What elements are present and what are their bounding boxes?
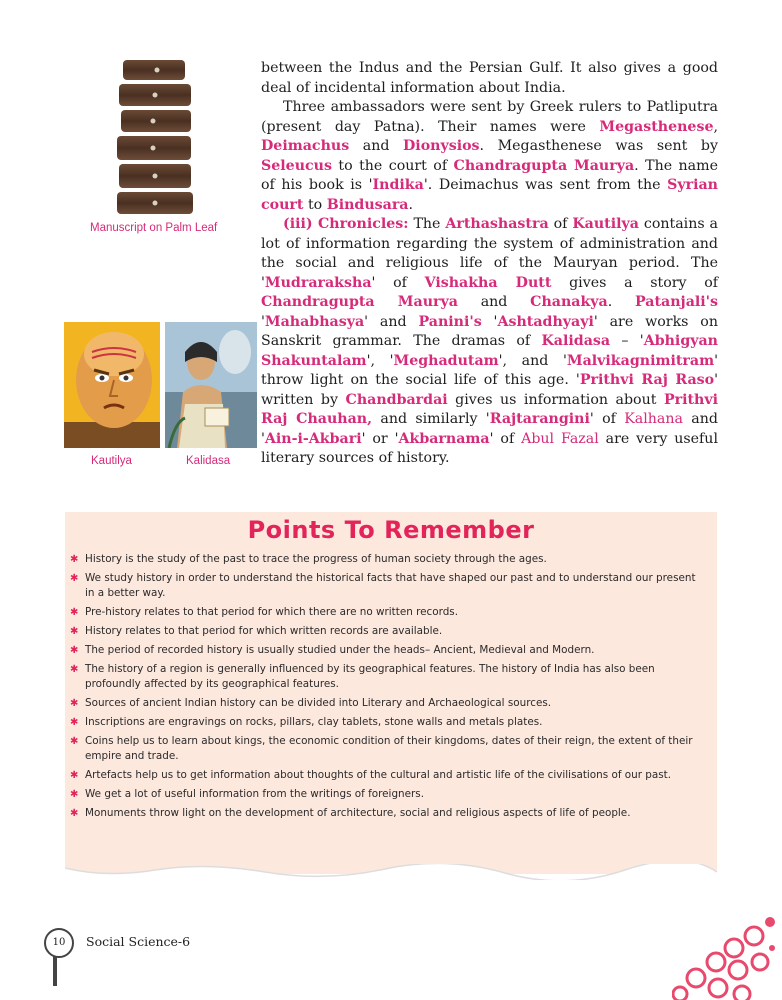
highlighted-term: Kautilya — [572, 216, 639, 232]
point-item — [65, 787, 705, 802]
text-run: and — [349, 138, 403, 154]
text-run: ' — [261, 313, 265, 330]
point-text: We study history in order to understand the historical facts that have shaped our past and to understand our present in a better way. — [85, 572, 696, 599]
text-run: ' — [481, 313, 498, 330]
flower-bullet-icon: ✱ — [70, 736, 79, 747]
flower-bullet-icon: ✱ — [70, 770, 79, 781]
kautilya-portrait — [64, 322, 160, 448]
highlighted-term: Kalidasa — [541, 333, 611, 349]
text-run: to the court of — [331, 157, 454, 174]
highlighted-term: Dionysios — [403, 138, 480, 154]
highlighted-term: Megasthenese — [599, 118, 714, 135]
text-run: ' of — [371, 274, 425, 291]
point-text: Artefacts help us to get information about thoughts of the cultural and artistic life of the civilisations of our past. — [85, 769, 672, 781]
text-run: between the Indus and the Persian Gulf. It also gives a good deal of incidental information about India. — [261, 60, 718, 96]
point-item — [65, 552, 705, 567]
highlighted-term: Patanjali's — [635, 294, 718, 310]
point-item — [65, 734, 705, 764]
point-text: The period of recorded history is usually studied under the heads– Ancient, Medieval and Modern. — [85, 644, 595, 656]
text-run: contains a lot of information regarding the system of administration and the social and religious life of the Mauryan period. The ' — [261, 216, 719, 291]
point-text: Inscriptions are engravings on rocks, pillars, clay tablets, stone walls and metals plates. — [85, 716, 543, 728]
kalidasa-caption: Kalidasa — [186, 455, 231, 467]
point-item — [65, 768, 705, 783]
text-run: ' of — [589, 411, 625, 427]
point-item — [65, 662, 705, 692]
text-run: ', ' — [366, 352, 394, 369]
point-item — [65, 715, 705, 730]
text-run: of — [548, 216, 573, 232]
highlighted-term: Abhigyan Shakuntalam — [261, 333, 718, 369]
flower-bullet-icon: ✱ — [70, 554, 79, 565]
highlighted-term: Akbarnama — [398, 430, 490, 447]
text-run: ' of — [489, 430, 522, 447]
highlighted-term: Chandragupta Maurya — [453, 157, 635, 174]
point-text: Sources of ancient Indian history can be divided into Literary and Archaeological sources. — [85, 697, 552, 709]
highlighted-term: Deimachus — [261, 138, 350, 154]
text-run: . — [408, 196, 414, 213]
flower-bullet-icon: ✱ — [70, 698, 79, 709]
highlighted-term: Meghadutam — [393, 352, 499, 369]
text-run: ' and — [364, 313, 419, 330]
highlighted-term: Indika — [372, 177, 424, 193]
text-run: ' throw light on the social life of this age. ' — [261, 352, 718, 388]
points-to-remember-box — [65, 512, 717, 874]
flower-bullet-icon: ✱ — [70, 717, 79, 728]
paragraph-2 — [261, 98, 718, 215]
paragraph-1 — [261, 59, 718, 98]
text-run: to — [303, 196, 327, 213]
highlighted-term: Abul Fazal — [521, 430, 599, 447]
highlighted-term: Kalhana — [624, 411, 683, 427]
palm-leaf-manuscript-image — [113, 58, 199, 216]
highlighted-term: Ashtadhyayi — [497, 313, 594, 330]
flower-bullet-icon: ✱ — [70, 808, 79, 819]
kautilya-caption: Kautilya — [91, 455, 132, 467]
point-item — [65, 643, 705, 658]
torn-edge-decoration — [65, 864, 717, 880]
highlighted-term: Seleucus — [261, 157, 332, 174]
text-run: gives a story of — [551, 274, 718, 291]
text-run: , — [713, 118, 718, 135]
highlighted-term: Ain-i-Akbari — [264, 430, 362, 447]
flower-bullet-icon: ✱ — [70, 607, 79, 618]
text-run: . — [607, 294, 636, 310]
highlighted-term: Arthashastra — [445, 216, 549, 232]
text-run: are very useful literary sources of history. — [261, 430, 718, 466]
text-run: '. Deimachus was sent from the — [423, 177, 668, 193]
highlighted-term: Mahabhasya — [264, 313, 365, 330]
flower-bullet-icon: ✱ — [70, 626, 79, 637]
highlighted-term: Rajtarangini — [489, 411, 590, 427]
point-text: Pre-history relates to that period for which there are no written records. — [85, 606, 459, 618]
highlighted-term: Panini's — [418, 313, 482, 330]
highlighted-term: Chanakya — [530, 294, 608, 310]
highlighted-term: Chandbardai — [345, 391, 448, 408]
point-text: Coins help us to learn about kings, the economic condition of their kingdoms, dates of their reign, the extent of their empire and trade. — [85, 735, 693, 762]
text-run: ', and ' — [498, 352, 567, 369]
point-item — [65, 806, 705, 821]
highlighted-term: Malvikagnimitram — [566, 352, 715, 369]
paragraph-3-chronicles — [261, 215, 718, 469]
decorative-circles-icon — [672, 912, 782, 1000]
point-item — [65, 696, 705, 711]
text-run: The — [408, 216, 446, 232]
flower-bullet-icon: ✱ — [70, 789, 79, 800]
text-run: – ' — [610, 333, 644, 349]
flower-bullet-icon: ✱ — [70, 664, 79, 675]
text-run: . Megasthenese was sent by — [479, 138, 718, 154]
main-text — [261, 59, 718, 469]
highlighted-term: Vishakha Dutt — [424, 274, 552, 291]
text-run: Three ambassadors were sent by Greek rulers to Patliputra (present day Patna). Their names were — [261, 99, 718, 135]
point-text: History is the study of the past to trace the progress of human society through the ages. — [85, 553, 547, 565]
flower-bullet-icon: ✱ — [70, 573, 79, 584]
flower-bullet-icon: ✱ — [70, 645, 79, 656]
point-item — [65, 624, 705, 639]
text-run: and — [457, 294, 531, 310]
text-run: ' written by — [261, 372, 719, 408]
text-run: and similarly ' — [372, 411, 490, 427]
point-item — [65, 571, 705, 601]
highlighted-term: Mudraraksha — [264, 274, 372, 291]
kalidasa-portrait — [165, 322, 257, 448]
text-run: ' or ' — [361, 430, 399, 447]
point-text: We get a lot of useful information from the writings of foreigners. — [85, 788, 425, 800]
highlighted-term: Bindusara — [326, 196, 409, 213]
points-list — [65, 552, 705, 825]
highlighted-term: Prithvi Raj Raso — [579, 372, 715, 388]
text-run: ' are works on Sanskrit grammar. The dramas of — [261, 313, 718, 349]
manuscript-caption: Manuscript on Palm Leaf — [90, 222, 218, 234]
text-run: . The name of his book is ' — [261, 157, 718, 193]
highlighted-term: (iii) Chronicles: — [283, 216, 409, 232]
highlighted-term: Prithvi Raj Chauhan, — [261, 391, 718, 427]
highlighted-term: Chandragupta Maurya — [261, 294, 458, 310]
page-number: 10 — [44, 928, 74, 958]
book-title: Social Science-6 — [86, 934, 191, 949]
point-text: Monuments throw light on the development of architecture, social and religious aspects of life of people. — [85, 807, 631, 819]
points-title: Points To Remember — [247, 516, 535, 544]
point-text: The history of a region is generally influenced by its geographical features. The history of India has also been profoundly affected by its geographical features. — [85, 663, 655, 690]
text-run: gives us information about — [447, 391, 664, 408]
highlighted-term: Syrian court — [261, 177, 718, 213]
point-item — [65, 605, 705, 620]
point-text: History relates to that period for which written records are available. — [85, 625, 443, 637]
text-run: and ' — [261, 411, 718, 447]
